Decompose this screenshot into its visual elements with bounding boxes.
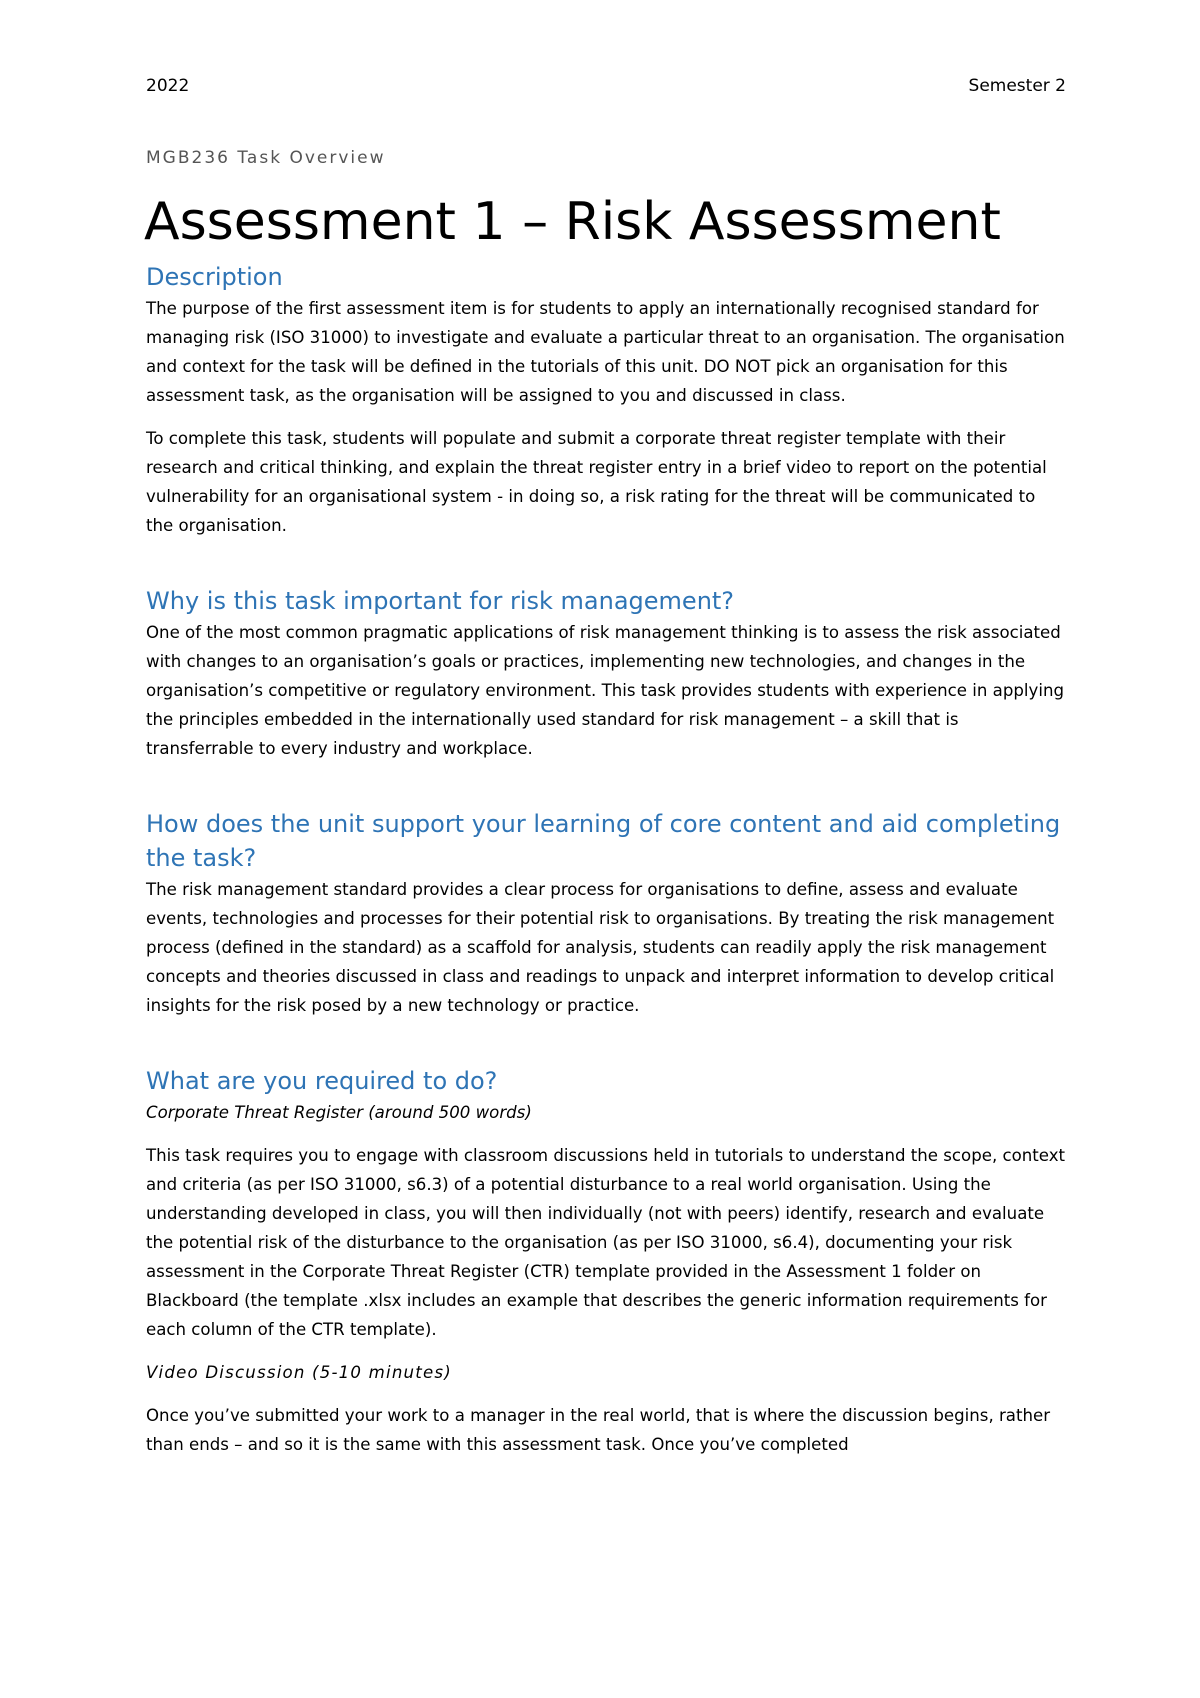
section-how — [146, 807, 1066, 1020]
what-subheading-ctr: Corporate Threat Register (around 500 words) — [146, 1103, 532, 1122]
section-description — [146, 260, 1066, 540]
section-heading-description: Description — [146, 263, 283, 291]
section-why — [146, 584, 1066, 763]
document-subtitle: MGB236 Task Overview — [146, 148, 386, 168]
document-page — [146, 0, 1066, 1698]
document-title: Assessment 1 – Risk Assessment — [144, 192, 1001, 252]
description-paragraph-2: To complete this task, students will populate and submit a corporate threat register template with their research and critical thinking, and explain the threat register entry in a brief video to report on the potential vulnerability for an organisational system - in doing so, a risk rating for the threat will be communicated to the organisation. — [146, 429, 1047, 535]
what-subheading-video: Video Discussion (5-10 minutes) — [146, 1363, 452, 1382]
header-year: 2022 — [146, 76, 190, 96]
why-paragraph-1: One of the most common pragmatic applications of risk management thinking is to assess the risk associated with changes to an organisation’s goals or practices, implementing new technologies, and changes in the organisation’s competitive or regulatory environment. This task provides students with experience in applying the principles embedded in the internationally used standard for risk management – a skill that is transferrable to every industry and workplace. — [146, 623, 1065, 758]
how-paragraph-1: The risk management standard provides a clear process for organisations to define, assess and evaluate events, technologies and processes for their potential risk to organisations. By treating the risk management process (defined in the standard) as a scaffold for analysis, students can readily apply the risk management concepts and theories discussed in class and readings to unpack and interpret information to develop critical insights for the risk posed by a new technology or practice. — [146, 880, 1055, 1015]
what-paragraph-1: This task requires you to engage with classroom discussions held in tutorials to understand the scope, context and criteria (as per ISO 31000, s6.3) of a potential disturbance to a real world organisation. Using the understanding developed in class, you will then individually (not with peers) identify, research and evaluate the potential risk of the disturbance to the organisation (as per ISO 31000, s6.4), documenting your risk assessment in the Corporate Threat Register (CTR) template provided in the Assessment 1 folder on Blackboard (the template .xlsx includes an example that describes the generic information requirements for each column of the CTR template). — [146, 1146, 1066, 1339]
header-semester: Semester 2 — [968, 76, 1066, 96]
section-what — [146, 1064, 1066, 1459]
section-heading-how: How does the unit support your learning of core content and aid completing the task? — [146, 810, 1061, 872]
what-paragraph-2: Once you’ve submitted your work to a manager in the real world, that is where the discussion begins, rather than ends – and so it is the same with this assessment task. Once you’ve completed — [146, 1406, 1051, 1454]
document-body — [146, 260, 1066, 1459]
section-heading-why: Why is this task important for risk management? — [146, 587, 735, 615]
page-header — [146, 76, 1066, 100]
description-paragraph-1: The purpose of the first assessment item is for students to apply an internationally recognised standard for managing risk (ISO 31000) to investigate and evaluate a particular threat to an organisation. The organisation and context for the task will be defined in the tutorials of this unit. DO NOT pick an organisation for this assessment task, as the organisation will be assigned to you and discussed in class. — [146, 299, 1065, 405]
section-heading-what: What are you required to do? — [146, 1067, 498, 1095]
